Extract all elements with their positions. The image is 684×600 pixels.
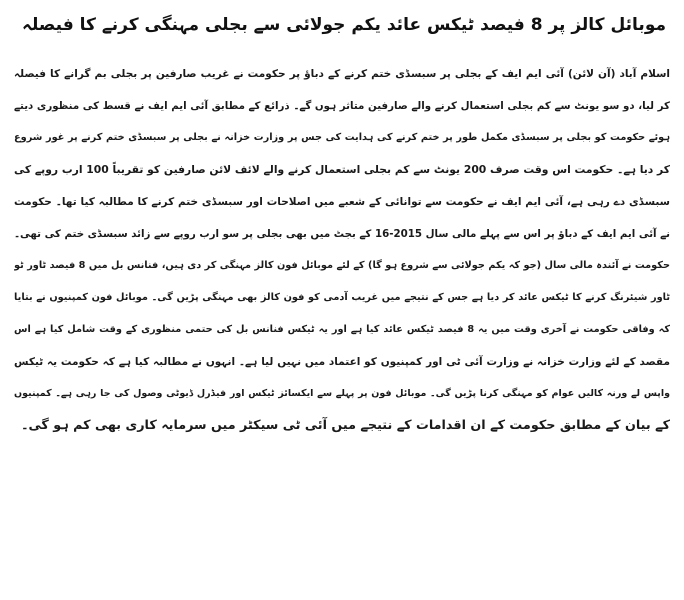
- article-body-line: کر دیا ہے۔ حکومت اس وقت صرف 200 یونٹ سے کم بجلی استعمال کرنے والے لائف لائن صارفین کو تقریباً 100 ارب روپے کی: [14, 163, 670, 176]
- article-body-line: اسلام آباد (آن لائن) آئی ایم ایف کے بجلی پر سبسڈی ختم کرنے کے دباؤ پر حکومت نے غریب صارفین پر بجلی بم گرانے کا فیصلہ: [14, 68, 670, 80]
- article-body-line: سبسڈی دے رہی ہے، آئی ایم ایف نے حکومت سے توانائی کے شعبے میں اصلاحات اور سبسڈی ختم کرنے کا مطالبہ کیا تھا۔ حکومت: [14, 196, 670, 208]
- article-body-line: کے بیان کے مطابق حکومت کے ان اقدامات کے نتیجے میں آئی ٹی سیکٹر میں سرمایہ کاری بھی کم ہو گی۔: [21, 418, 670, 433]
- article-body: [14, 58, 670, 442]
- article-body-line: واپس لے ورنہ کالیں عوام کو مہنگی کرنا پڑیں گی۔ موبائل فون پر پہلے سے ایکسائز ٹیکس اور فیڈرل ڈیوٹی وصول کی جا رہی ہے۔ کمپنیوں: [14, 388, 670, 399]
- article-body-line: کہ وفاقی حکومت نے آخری وقت میں یہ 8 فیصد ٹیکس عائد کیا ہے اور یہ ٹیکس فنانس بل کی حتمی منظوری کے وقت شامل کیا ہے اس: [14, 324, 670, 335]
- article-headline: موبائل کالز پر 8 فیصد ٹیکس عائد یکم جولائی سے بجلی مہنگی کرنے کا فیصلہ: [22, 15, 666, 35]
- article-body-line: ہوئے حکومت کو بجلی پر سبسڈی مکمل طور پر ختم کرنے کی ہدایت کی جس پر وزارت خزانہ نے بجلی پر سبسڈی ختم کرنے پر غور شروع: [14, 132, 670, 143]
- article-body-line: مقصد کے لئے وزارت خزانہ نے وزارت آئی ٹی اور کمپنیوں کو اعتماد میں نہیں لیا ہے۔ انہوں نے مطالبہ کیا ہے کہ حکومت یہ ٹیکس: [14, 356, 670, 368]
- article-body-line: نے آئی ایم ایف کے دباؤ پر اس سے پہلے مالی سال 2015-16 کے بجٹ میں بھی بجلی پر سو ارب روپے سے زائد سبسڈی ختم کی تھی۔: [14, 228, 670, 240]
- article-body-line: ٹاور شیئرنگ کرنے کا ٹیکس عائد کر دیا ہے جس کے نتیجے میں غریب آدمی کو فون کالز بھی مہنگی پڑیں گی۔ موبائل فون کمپنیوں نے بتایا: [14, 292, 670, 303]
- article-body-line: حکومت نے آئندہ مالی سال (جو کہ یکم جولائی سے شروع ہو گا) کے لئے موبائل فون کالز مہنگی کر دی ہیں، فنانس بل میں 8 فیصد ٹاور ٹو: [14, 260, 670, 271]
- article-body-line: کر لیا، دو سو یونٹ سے کم بجلی استعمال کرنے والے صارفین متاثر ہوں گے۔ ذرائع کے مطابق آئی ایم ایف نے قسط کی منظوری دیتے: [14, 100, 670, 112]
